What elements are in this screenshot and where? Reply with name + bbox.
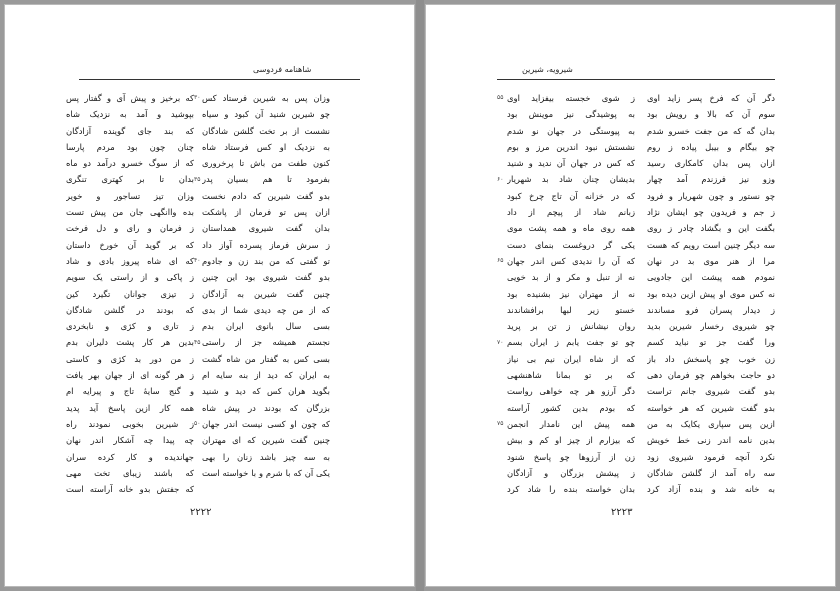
verse-line: که بر تو بمانا شاهنشهی — [507, 370, 635, 381]
verse-line: زن خوب چو پاسخش داد باز — [647, 353, 775, 364]
verse-line: ز هر گونه ای از جهان بهر یافت — [66, 370, 194, 381]
verse-number: ۶۰ — [497, 175, 504, 183]
verse-line: که از شاه ایران نیم بی نیاز — [507, 353, 635, 364]
verse-line: که از سوگ خسرو درآمد دو ماه — [66, 158, 194, 169]
verse-line: وزان پس به شیرین فرستاد کس — [202, 93, 330, 103]
verse-line: چو شیرین شنید آن کبود و سیاه — [202, 109, 330, 120]
verse-number: ۳۰ — [194, 94, 201, 101]
verse-line: چنان چون بود مردم پارسا — [66, 141, 194, 152]
verse-line: ز من دور بد کژی و کاستی — [66, 353, 194, 364]
verse-line: همه روی ماه و همه پشت موی — [507, 223, 635, 234]
verse-line: ز پاکی و از راستی یک سویم — [66, 272, 194, 283]
verse-line: خستو زیر لبها برافشاندند — [507, 304, 635, 315]
verse-line: تو گفتی که من بند زن و جادوم — [202, 255, 330, 266]
verse-line: ورا گفت جز تو نباید کسم — [647, 337, 775, 348]
verse-line: نشستش نبود اندرین مرز و بوم — [507, 141, 635, 152]
left-page-right-column — [202, 90, 330, 481]
verse-line: که بودند در گلشن شادگان — [66, 304, 194, 315]
verse-line: به پیوستگی در جهان نو شدم — [507, 125, 635, 136]
verse-line: بدان گه که من جفت خسرو شدم — [647, 125, 775, 136]
right-header-rule — [497, 79, 775, 80]
verse-line: ازان پس تو فرمان از پاشکت — [202, 207, 330, 218]
verse-line: بفرمود تا هم بسیان پدر — [202, 174, 330, 185]
verse-line: بدو گفت شیرین که دادم نخست — [202, 190, 330, 201]
verse-line: ز دیدار پسران فرو مساندند — [647, 304, 775, 315]
verse-line: که بیزارم از چیز او کم و بیش — [507, 435, 635, 446]
verse-line: که برخیز و پیش آی و گفتار پس — [66, 93, 194, 103]
verse-line: همه پیش این نامدار انجمن — [507, 418, 635, 429]
left-page-number: ۲۲۲۲ — [190, 507, 212, 518]
verse-line: که کس در جهان آن ندید و شنید — [507, 158, 635, 169]
verse-line: نمودم همه پیشت این جادویی — [647, 272, 775, 283]
verse-line: که چون او کسی نیست اندر جهان — [202, 418, 330, 429]
verse-line: ز شیرین بخوبی نمودند راه — [66, 418, 194, 429]
verse-line: که بند جای گوینده آزادگان — [66, 125, 194, 136]
verse-line: دگر آرزو هر چه خواهی رواست — [507, 386, 635, 397]
verse-line: ز فرمان و رای و دل فرخت — [66, 223, 194, 234]
verse-line: دگر آن که فرخ پسر زاید اوی — [647, 93, 775, 103]
left-page-header: شاهنامه فردوسی — [253, 65, 312, 74]
verse-line: به نزدیک او کس فرستاد شاه — [202, 141, 330, 152]
verse-number: ۷۰ — [497, 338, 504, 346]
verse-line: چنین گفت شیرین که ای مهتران — [202, 435, 330, 446]
verse-line: که بر گوید آن خورخ داستان — [66, 239, 194, 250]
verse-line: بدان خواسته بنده را شاد کرد — [507, 484, 635, 495]
right-page — [425, 4, 836, 587]
left-header-rule — [79, 79, 360, 80]
verse-line: زن از آرزوها چو پاسخ شنود — [507, 451, 635, 462]
verse-line: دو حاجت بخواهم چو فرمان دهی — [647, 370, 775, 381]
verse-line: که بودم بدین کشور آراسته — [507, 402, 635, 413]
right-page-right-column — [647, 90, 775, 497]
verse-line: که جفتش بدو خانه آراسته است — [66, 484, 194, 495]
verse-line: بزرگان که بودند در پیش شاه — [202, 402, 330, 413]
verse-line: چو تو جفت یابم ز ایران بسم — [507, 337, 635, 348]
verse-number: ۴۵ — [194, 338, 201, 346]
verse-line: ز تاری و کژی و نابخردی — [66, 321, 194, 332]
verse-line: به پوشیدگی نیز موینش بود — [507, 109, 635, 120]
left-page — [4, 4, 415, 587]
verse-line: که باشند زیبای تخت مهی — [66, 467, 194, 478]
verse-line: بگوید هران کس که دید و شنید — [202, 386, 330, 397]
verse-number: ۵۰ — [194, 420, 201, 427]
verse-line: کنون طفت من باش تا پرخروری — [202, 158, 330, 169]
verse-line: نه از تنبل و مکر و از بد خویی — [507, 272, 635, 283]
verse-line: سه دیگر چنین است رویم که هست — [647, 239, 775, 250]
verse-line: جهاندیده و کار کرده سران — [66, 451, 194, 462]
verse-line: بدو گفت شیروی جانم تراست — [647, 386, 775, 397]
verse-line: بدیشان چنان شاد بد شهریار — [507, 174, 635, 185]
verse-line: نجستم همیشه جز از راستی — [202, 337, 330, 348]
verse-line: ز سرش فرماز پسرده آواز داد — [202, 239, 330, 250]
book-gutter — [416, 0, 424, 591]
verse-line: که در خزانه آن تاج چرخ کبود — [507, 190, 635, 201]
verse-line: نه کس موی او پیش ازین دیده بود — [647, 288, 775, 299]
verse-line: بسی کس به گفتار من شاه گشت — [202, 353, 330, 364]
verse-line: نشست از بر تخت گلشن شادگان — [202, 125, 330, 136]
verse-line: یکی گر دروغست بنمای دست — [507, 239, 635, 250]
right-page-left-column — [507, 90, 635, 497]
verse-line: و گنج سایهٔ تاج و پیرایه ام — [66, 386, 194, 397]
verse-line: ز تیزی جوانان تگیرد کین — [66, 288, 194, 299]
verse-line: بسی سال بانوی ایران بدم — [202, 321, 330, 332]
right-page-number: ۲۲۲۳ — [611, 507, 633, 518]
verse-number: ۶۵ — [497, 257, 504, 264]
verse-line: نکرد آنچه فرمود شیروی زود — [647, 451, 775, 462]
verse-line: که آن را ندیدی کس اندر جهان — [507, 255, 635, 266]
verse-line: بدین نامه اندر زنی خط خویش — [647, 435, 775, 446]
left-page-left-column — [66, 90, 194, 497]
verse-line: به ایران که دید از بنه سایه ام — [202, 370, 330, 381]
verse-line: به سه چیز باشد زنان را بهی — [202, 451, 330, 462]
verse-line: بدین هر کار پشت دلیران بدم — [66, 337, 194, 348]
verse-line: یکی آن که با شرم و با خواسته است — [202, 467, 330, 478]
verse-line: ز جم و فریدون چو ایشان نژاد — [647, 207, 775, 218]
verse-line: زبانم شاد از پیچم از داد — [507, 207, 635, 218]
verse-line: به خانه شد و بنده آزاد کرد — [647, 484, 775, 495]
verse-line: وزان تیز تساجور و خویر — [66, 190, 194, 201]
verse-line: بدو گفت شیروی بود این چنین — [202, 272, 330, 283]
verse-line: ز پیشش بزرگان و آزادگان — [507, 467, 635, 478]
verse-line: چو شیروی رخسار شیرین بدید — [647, 321, 775, 332]
verse-line: که از من چه دیدی شما از بدی — [202, 304, 330, 315]
verse-number: ۷۵ — [497, 420, 504, 427]
verse-line: نه از مهتران نیز بشنیده بود — [507, 288, 635, 299]
verse-line: ز شوی خجسته بیفزاید اوی — [507, 93, 635, 103]
verse-line: که ای شاه پیروز بادی و شاد — [66, 255, 194, 266]
verse-number: ۵۵ — [497, 94, 504, 101]
verse-line: چه پیدا چه آشکار اندر نهان — [66, 435, 194, 446]
verse-line: بدو گفت شیرین که هر خواسته — [647, 402, 775, 413]
verse-line: ازان پس بدان کامکاری رسید — [647, 158, 775, 169]
verse-line: بدان تا بر کهتری تنگری — [66, 174, 194, 185]
verse-line: ازین پس سپاری یکایک به من — [647, 418, 775, 429]
verse-line: بدان گفت شیروی همداستان — [202, 223, 330, 234]
verse-line: چو نستور و چون شهریار و فرود — [647, 190, 775, 201]
verse-line: بپوشید و آمد به نزدیک شاه — [66, 109, 194, 120]
verse-line: بگفت این و بگشاد چادر ز روی — [647, 223, 775, 234]
verse-line: مرا از هنر موی بد در نهان — [647, 255, 775, 266]
right-page-header: شیرویه، شیرین — [522, 65, 573, 74]
verse-line: چو بیگام و بیبل پیاده ز روم — [647, 141, 775, 152]
verse-line: سه راه آمد از گلشن شادگان — [647, 467, 775, 478]
verse-line: وزو نیز فرزندم آمد چهار — [647, 174, 775, 185]
verse-line: سوم آن که بالا و رویش بود — [647, 109, 775, 120]
verse-number: ۴۰ — [194, 257, 201, 264]
verse-line: چنین گفت شیرین به آزادگان — [202, 288, 330, 299]
verse-number: ۳۵ — [194, 175, 201, 183]
verse-line: روان نیشانش ز تن بر پرید — [507, 321, 635, 332]
verse-line: بده واانگهی جان من پیش تست — [66, 207, 194, 218]
verse-line: همه کار ازین پاسخ آید پدید — [66, 402, 194, 413]
